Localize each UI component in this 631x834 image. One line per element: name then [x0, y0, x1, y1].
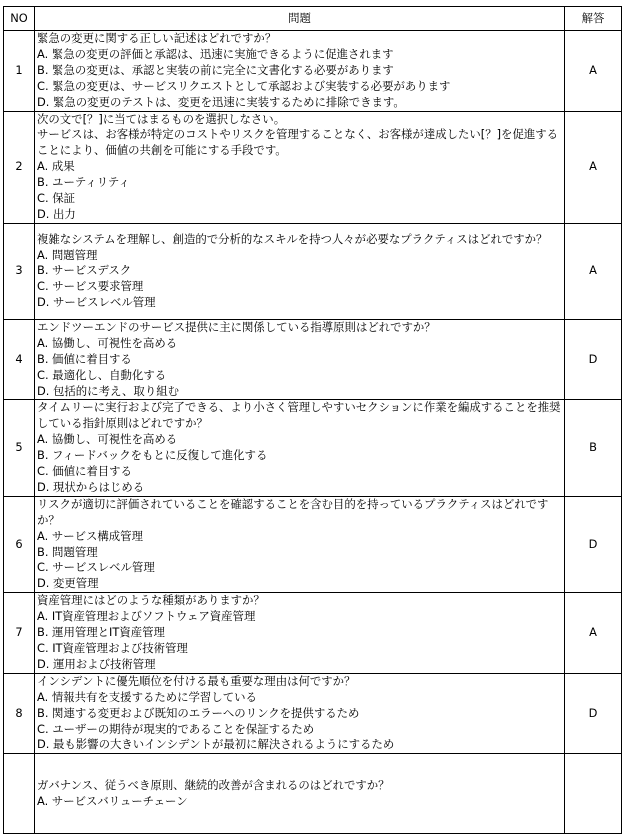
option-a: A. 情報共有を支援するために学習している	[37, 689, 257, 704]
question-stem: 資産管理にはどのような種類がありますか？	[37, 593, 265, 608]
option-a: A. 協働し、可視性を高める	[37, 335, 178, 350]
question-cell	[35, 496, 565, 592]
option-b: B. ユーティリティ	[37, 175, 130, 190]
option-d: D. 現状からはじめる	[37, 479, 145, 494]
option-d: D. 緊急の変更のテストは、変更を迅速に実装するために排除できます。	[37, 94, 405, 109]
option-a: A. サービスバリューチェーン	[37, 793, 188, 808]
question-stem-continued: サービスは、お客様が特定のコストやリスクを管理することなく、お客様が達成したい[？]を促進することにより、価値の共創を可能にする手段です。	[37, 127, 559, 158]
question-number: 2	[4, 111, 35, 223]
option-c: C. 価値に着目する	[37, 464, 132, 479]
question-stem: エンドツーエンドのサービス提供に主に関係している指導原則はどれですか？	[37, 319, 436, 334]
question-stem: 次の文で[？]に当てはまるものを選択しなさい。	[37, 111, 286, 126]
question-number: 8	[4, 673, 35, 754]
question-row	[4, 593, 622, 674]
question-row	[4, 496, 622, 592]
question-stem: インシデントに優先順位を付ける最も重要な理由は何ですか？	[37, 673, 356, 688]
answer-cell: D	[565, 496, 622, 592]
answer-cell	[565, 754, 622, 834]
answer-cell: B	[565, 400, 622, 496]
question-stem: ガバナンス、従うべき原則、継続的改善が含まれるのはどれですか？	[37, 777, 390, 792]
option-d: D. 出力	[37, 206, 76, 221]
option-c: C. 最適化し、自動化する	[37, 367, 167, 382]
question-row	[4, 400, 622, 496]
question-cell	[35, 593, 565, 674]
option-c: C. 緊急の変更は、サービスリクエストとして承認および実装する必要があります	[37, 78, 451, 93]
header-question: 問題	[35, 7, 565, 31]
option-c: C. サービスレベル管理	[37, 560, 155, 575]
question-number: 4	[4, 319, 35, 400]
option-b: B. 緊急の変更は、承認と実装の前に完全に文書化する必要があります	[37, 62, 394, 77]
option-d: D. 最も影響の大きいインシデントが最初に解決されるようにするため	[37, 737, 395, 752]
question-number: 5	[4, 400, 35, 496]
question-row	[4, 754, 622, 834]
question-cell	[35, 754, 565, 834]
question-stem: リスクが適切に評価されていることを確認することを含む目的を持っているプラクティスはどれですか？	[37, 496, 549, 527]
option-b: B. 問題管理	[37, 544, 98, 559]
answer-cell: A	[565, 593, 622, 674]
header-answer: 解答	[565, 7, 622, 31]
option-a: A. 協働し、可視性を高める	[37, 432, 178, 447]
header-row	[4, 7, 622, 31]
option-b: B. サービスデスク	[37, 263, 132, 278]
question-row	[4, 111, 622, 223]
option-a: A. IT資産管理およびソフトウェア資産管理	[37, 609, 256, 624]
question-number: 7	[4, 593, 35, 674]
question-number	[4, 754, 35, 834]
quiz-table	[3, 6, 622, 834]
answer-cell: A	[565, 223, 622, 319]
option-a: A. 問題管理	[37, 247, 98, 262]
option-c: C. サービス要求管理	[37, 279, 144, 294]
question-cell	[35, 400, 565, 496]
question-number: 3	[4, 223, 35, 319]
question-stem: タイムリーに実行および完了できる、より小さく管理しやすいセクションに作業を編成することを推奨している指針原則はどれですか？	[37, 400, 561, 431]
option-a: A. 緊急の変更の評価と承認は、迅速に実施できるように促進されます	[37, 46, 394, 61]
question-cell	[35, 223, 565, 319]
option-b: B. フィードバックをもとに反復して進化する	[37, 448, 268, 463]
option-c: C. ユーザーの期待が現実的であることを保証するため	[37, 721, 315, 736]
answer-cell: D	[565, 673, 622, 754]
answer-cell: A	[565, 111, 622, 223]
option-c: C. 保証	[37, 191, 75, 206]
answer-cell: D	[565, 319, 622, 400]
question-stem: 複雑なシステムを理解し、創造的で分析的なスキルを持つ人々が必要なプラクティスはどれですか？	[37, 231, 548, 246]
question-row	[4, 223, 622, 319]
question-row	[4, 673, 622, 754]
option-b: B. 関連する変更および既知のエラーへのリンクを提供するため	[37, 705, 360, 720]
option-b: B. 価値に着目する	[37, 351, 132, 366]
answer-cell: A	[565, 31, 622, 112]
header-no: NO	[4, 7, 35, 31]
question-cell	[35, 111, 565, 223]
question-cell	[35, 673, 565, 754]
option-c: C. IT資産管理および技術管理	[37, 641, 188, 655]
question-row	[4, 319, 622, 400]
option-d: D. 包括的に考え、取り組む	[37, 383, 179, 398]
question-cell	[35, 319, 565, 400]
option-b: B. 運用管理とIT資産管理	[37, 625, 165, 640]
option-d: D. 運用および技術管理	[37, 656, 156, 671]
option-d: D. 変更管理	[37, 576, 99, 591]
question-number: 1	[4, 31, 35, 112]
question-stem: 緊急の変更に関する正しい記述はどれですか？	[37, 31, 277, 45]
question-row	[4, 31, 622, 112]
question-number: 6	[4, 496, 35, 592]
option-d: D. サービスレベル管理	[37, 295, 156, 310]
option-a: A. 成果	[37, 159, 75, 174]
option-a: A. サービス構成管理	[37, 528, 143, 543]
question-cell	[35, 31, 565, 112]
